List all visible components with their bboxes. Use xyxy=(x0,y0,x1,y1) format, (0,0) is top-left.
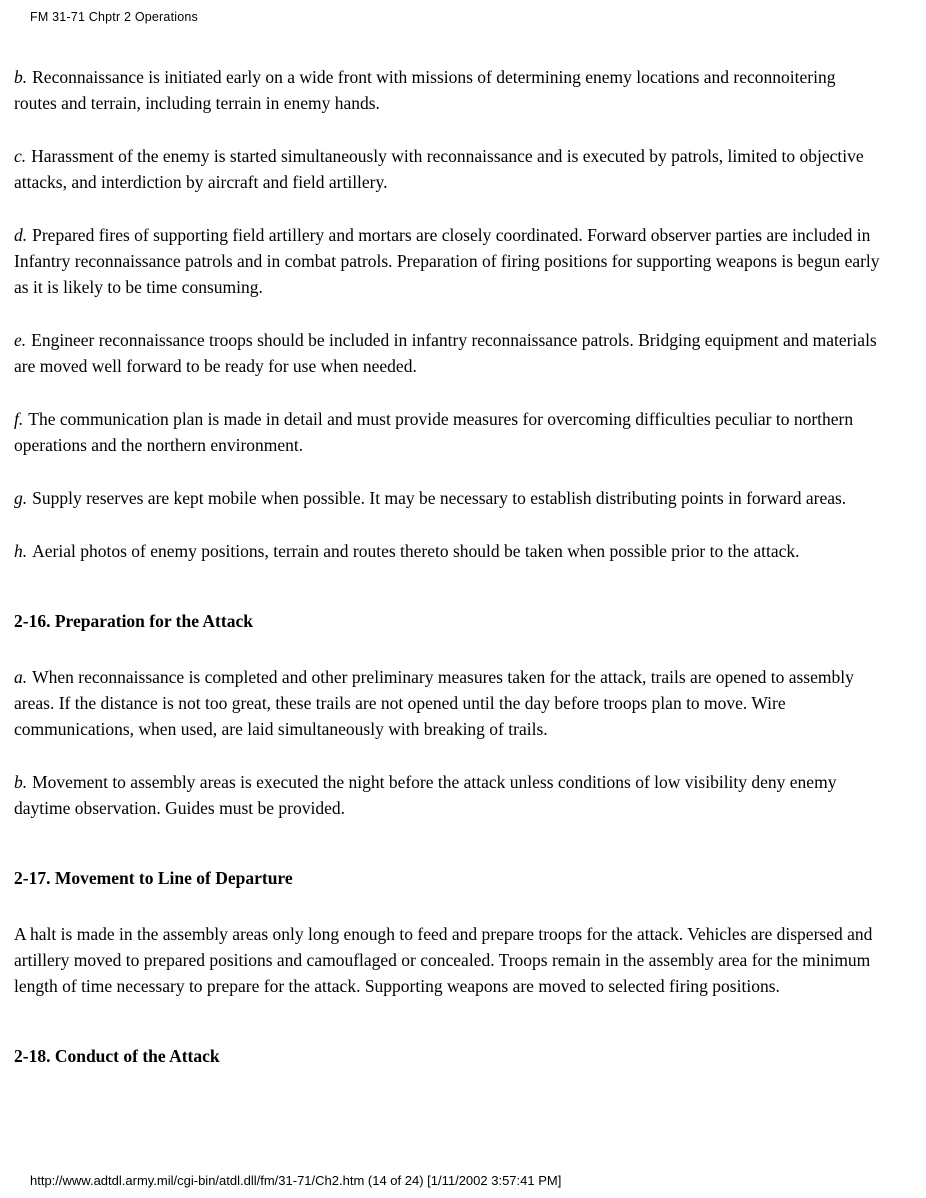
paragraph-text: Reconnaissance is initiated early on a wide front with missions of determining enemy locations and reconnoitering routes and terrain, including terrain in enemy hands. xyxy=(14,67,836,113)
paragraph-text: Movement to assembly areas is executed the night before the attack unless conditions of low visibility deny enemy daytime observation. Guides must be provided. xyxy=(14,772,837,818)
paragraph-label: d. xyxy=(14,225,28,245)
paragraph-text: When reconnaissance is completed and other preliminary measures taken for the attack, trails are opened to assembly areas. If the distance is not too great, these trails are not opened until the day before troops plan to move. Wire communications, when used, are laid simultaneously with breaking of trails. xyxy=(14,667,854,739)
paragraph-label: b. xyxy=(14,67,28,87)
paragraph xyxy=(14,143,882,195)
paragraph xyxy=(14,406,882,458)
paragraph xyxy=(14,664,882,742)
section-heading-2-18: 2-18. Conduct of the Attack xyxy=(14,1046,220,1066)
paragraph-text: Aerial photos of enemy positions, terrain and routes thereto should be taken when possible prior to the attack. xyxy=(32,541,800,561)
paragraph xyxy=(14,327,882,379)
paragraph-label: e. xyxy=(14,330,27,350)
section-heading-2-17: 2-17. Movement to Line of Departure xyxy=(14,868,293,888)
paragraph xyxy=(14,222,882,300)
paragraph-text: Engineer reconnaissance troops should be included in infantry reconnaissance patrols. Bridging equipment and materials are moved well forward to be ready for use when needed. xyxy=(14,330,877,376)
page-header: FM 31-71 Chptr 2 Operations xyxy=(30,10,198,24)
paragraph-label: h. xyxy=(14,541,28,561)
document-body xyxy=(0,24,926,1179)
paragraph-label: c. xyxy=(14,146,27,166)
section-heading-2-16: 2-16. Preparation for the Attack xyxy=(14,611,253,631)
paragraph-label: a. xyxy=(14,667,28,687)
paragraph xyxy=(14,485,882,511)
paragraph-text: Supply reserves are kept mobile when possible. It may be necessary to establish distributing points in forward areas. xyxy=(32,488,847,508)
paragraph-label: g. xyxy=(14,488,28,508)
paragraph-text: Harassment of the enemy is started simultaneously with reconnaissance and is executed by patrols, limited to objective attacks, and interdiction by aircraft and field artillery. xyxy=(14,146,864,192)
paragraph-label: b. xyxy=(14,772,28,792)
paragraph-text: Prepared fires of supporting field artillery and mortars are closely coordinated. Forward observer parties are included in Infantry reconnaissance patrols and in combat patrols. Preparation of firing positions for supporting weapons is begun early as it is likely to be time consuming. xyxy=(14,225,880,297)
paragraph-text: A halt is made in the assembly areas only long enough to feed and prepare troops for the attack. Vehicles are dispersed and artillery moved to prepared positions and camouflaged or concealed. Troops remain in the assembly area for the minimum length of time necessary to prepare for the attack. Supporting weapons are moved to selected firing positions. xyxy=(14,924,873,996)
paragraph-label: f. xyxy=(14,409,24,429)
paragraph xyxy=(14,538,882,564)
paragraph xyxy=(14,921,882,999)
paragraph xyxy=(14,769,882,821)
page-footer-url: http://www.adtdl.army.mil/cgi-bin/atdl.dll/fm/31-71/Ch2.htm (14 of 24) [1/11/2002 3:57:41 PM] xyxy=(30,1173,562,1188)
paragraph-text: The communication plan is made in detail and must provide measures for overcoming difficulties peculiar to northern operations and the northern environment. xyxy=(14,409,854,455)
paragraph xyxy=(14,64,882,116)
